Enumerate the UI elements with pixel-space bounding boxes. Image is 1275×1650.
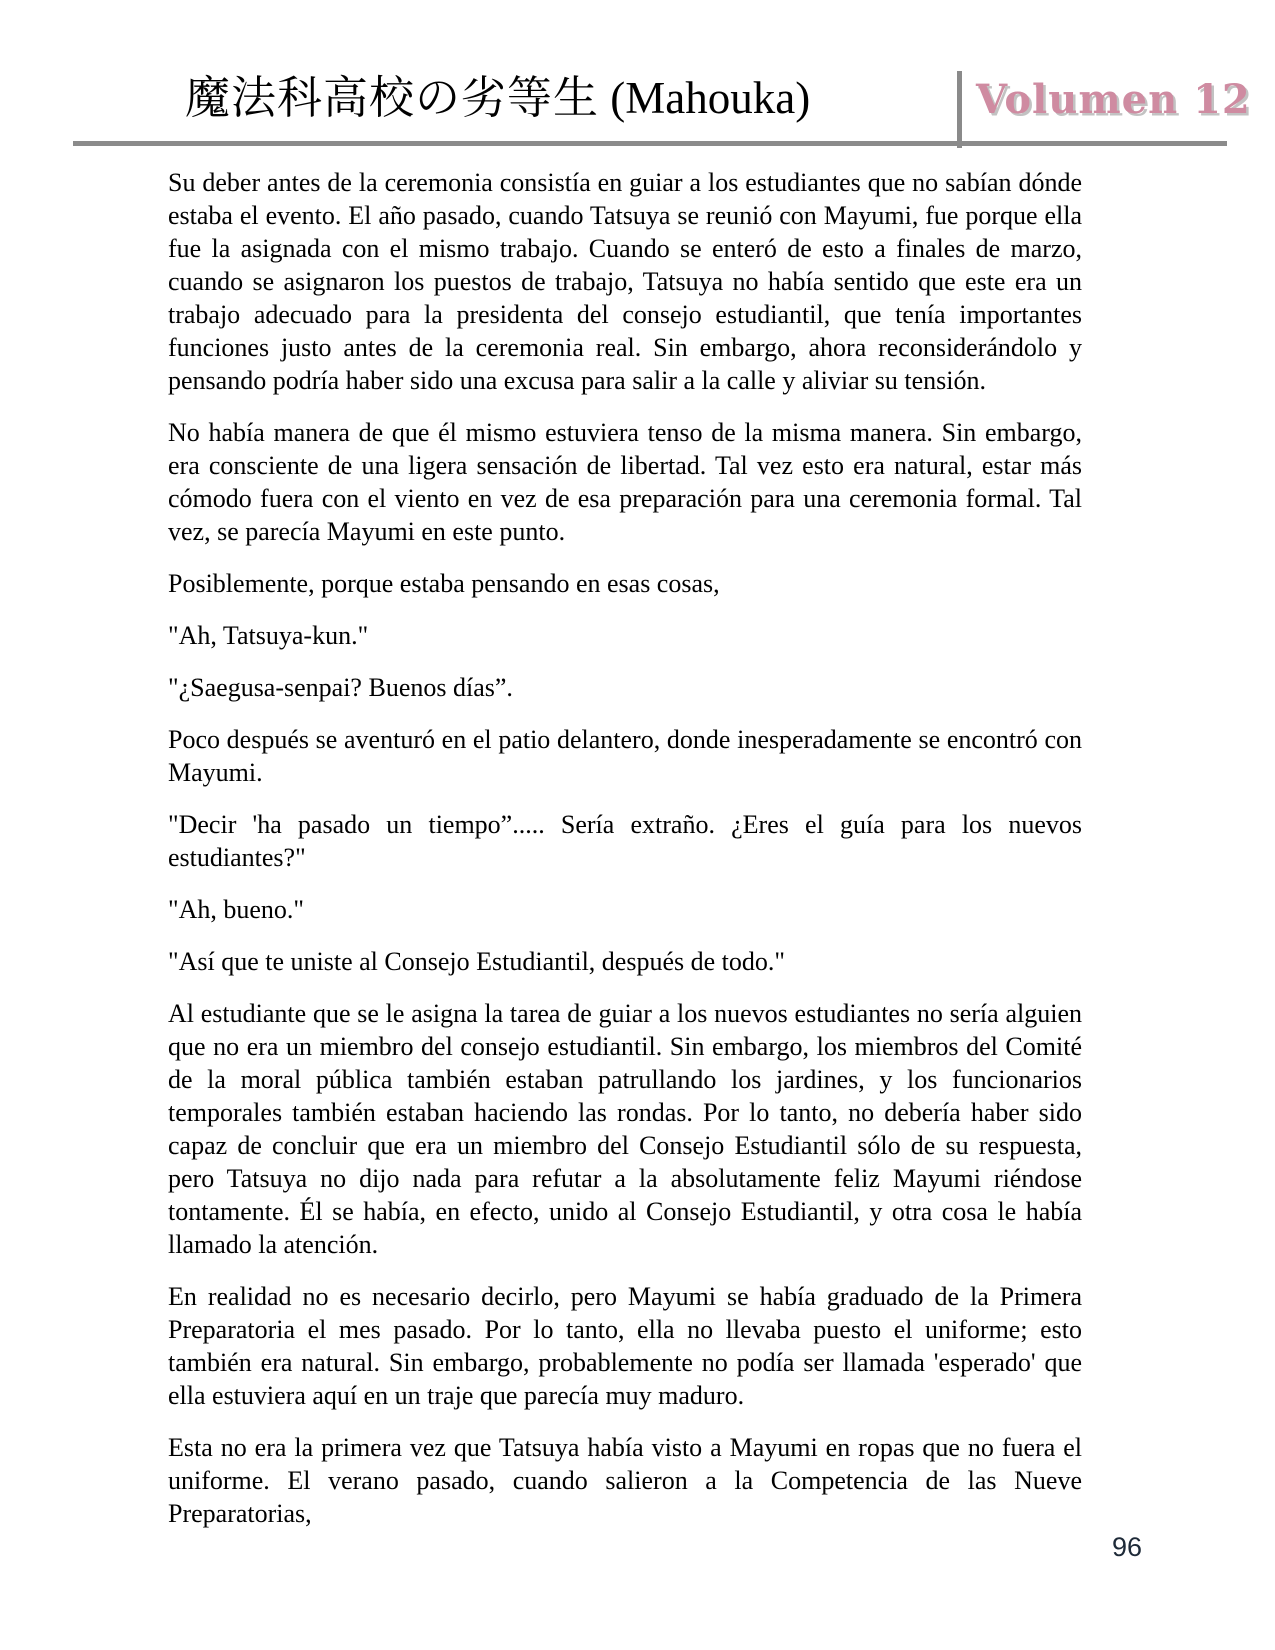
header-divider-bar [957,71,962,148]
book-title-japanese: 魔法科高校の劣等生 [185,73,600,123]
paragraph-dialogue: "¿Saegusa-senpai? Buenos días”. [168,673,513,702]
book-title [185,66,810,130]
page-number: 96 [1112,1532,1143,1562]
paragraph-narration: Posiblemente, porque estaba pensando en esas cosas, [168,569,720,598]
paragraph-dialogue: "Ah, bueno." [168,895,305,924]
body-text [168,166,1082,1530]
paragraph-narration: Esta no era la primera vez que Tatsuya había visto a Mayumi en ropas que no fuera el uniforme. El verano pasado, cuando salieron a la Competencia de las Nueve Preparatorias, [168,1433,1082,1528]
header-rule [73,141,1227,146]
paragraph-dialogue: "Ah, Tatsuya-kun." [168,621,369,650]
paragraph-narration: Su deber antes de la ceremonia consistía en guiar a los estudiantes que no sabían dónde estaba el evento. El año pasado, cuando Tatsuya se reunió con Mayumi, fue porque ella fue la asignada con el mismo trabajo. Cuando se enteró de esto a finales de marzo, cuando se asignaron los puestos de trabajo, Tatsuya no había sentido que este era un trabajo adecuado para la presidenta del consejo estudiantil, que tenía importantes funciones justo antes de la ceremonia real. Sin embargo, ahora reconsiderándolo y pensando podría haber sido una excusa para salir a la calle y aliviar su tensión. [168,168,1082,395]
book-title-latin: (Mahouka) [599,73,811,123]
paragraph-dialogue: "Decir 'ha pasado un tiempo”..... Sería extraño. ¿Eres el guía para los nuevos estudiantes?" [168,810,1082,872]
paragraph-dialogue: "Así que te uniste al Consejo Estudiantil, después de todo." [168,947,785,976]
paragraph-narration: En realidad no es necesario decirlo, pero Mayumi se había graduado de la Primera Preparatoria el mes pasado. Por lo tanto, ella no llevaba puesto el uniforme; esto también era natural. Sin embargo, probablemente no podía ser llamada 'esperado' que ella estuviera aquí en un traje que parecía muy maduro. [168,1282,1082,1410]
volume-label: Volumen 12 [976,76,1251,123]
paragraph-narration: Al estudiante que se le asigna la tarea de guiar a los nuevos estudiantes no sería alguien que no era un miembro del consejo estudiantil. Sin embargo, los miembros del Comité de la moral pública también estaban patrullando los jardines, y los funcionarios temporales también estaban haciendo las rondas. Por lo tanto, no debería haber sido capaz de concluir que era un miembro del Consejo Estudiantil sólo de su respuesta, pero Tatsuya no dijo nada para refutar a la absolutamente feliz Mayumi riéndose tontamente. Él se había, en efecto, unido al Consejo Estudiantil, y otra cosa le había llamado la atención. [168,999,1082,1259]
paragraph-narration: Poco después se aventuró en el patio delantero, donde inesperadamente se encontró con Mayumi. [168,725,1082,787]
paragraph-narration: No había manera de que él mismo estuviera tenso de la misma manera. Sin embargo, era consciente de una ligera sensación de libertad. Tal vez esto era natural, estar más cómodo fuera con el viento en vez de esa preparación para una ceremonia formal. Tal vez, se parecía Mayumi en este punto. [168,418,1082,546]
